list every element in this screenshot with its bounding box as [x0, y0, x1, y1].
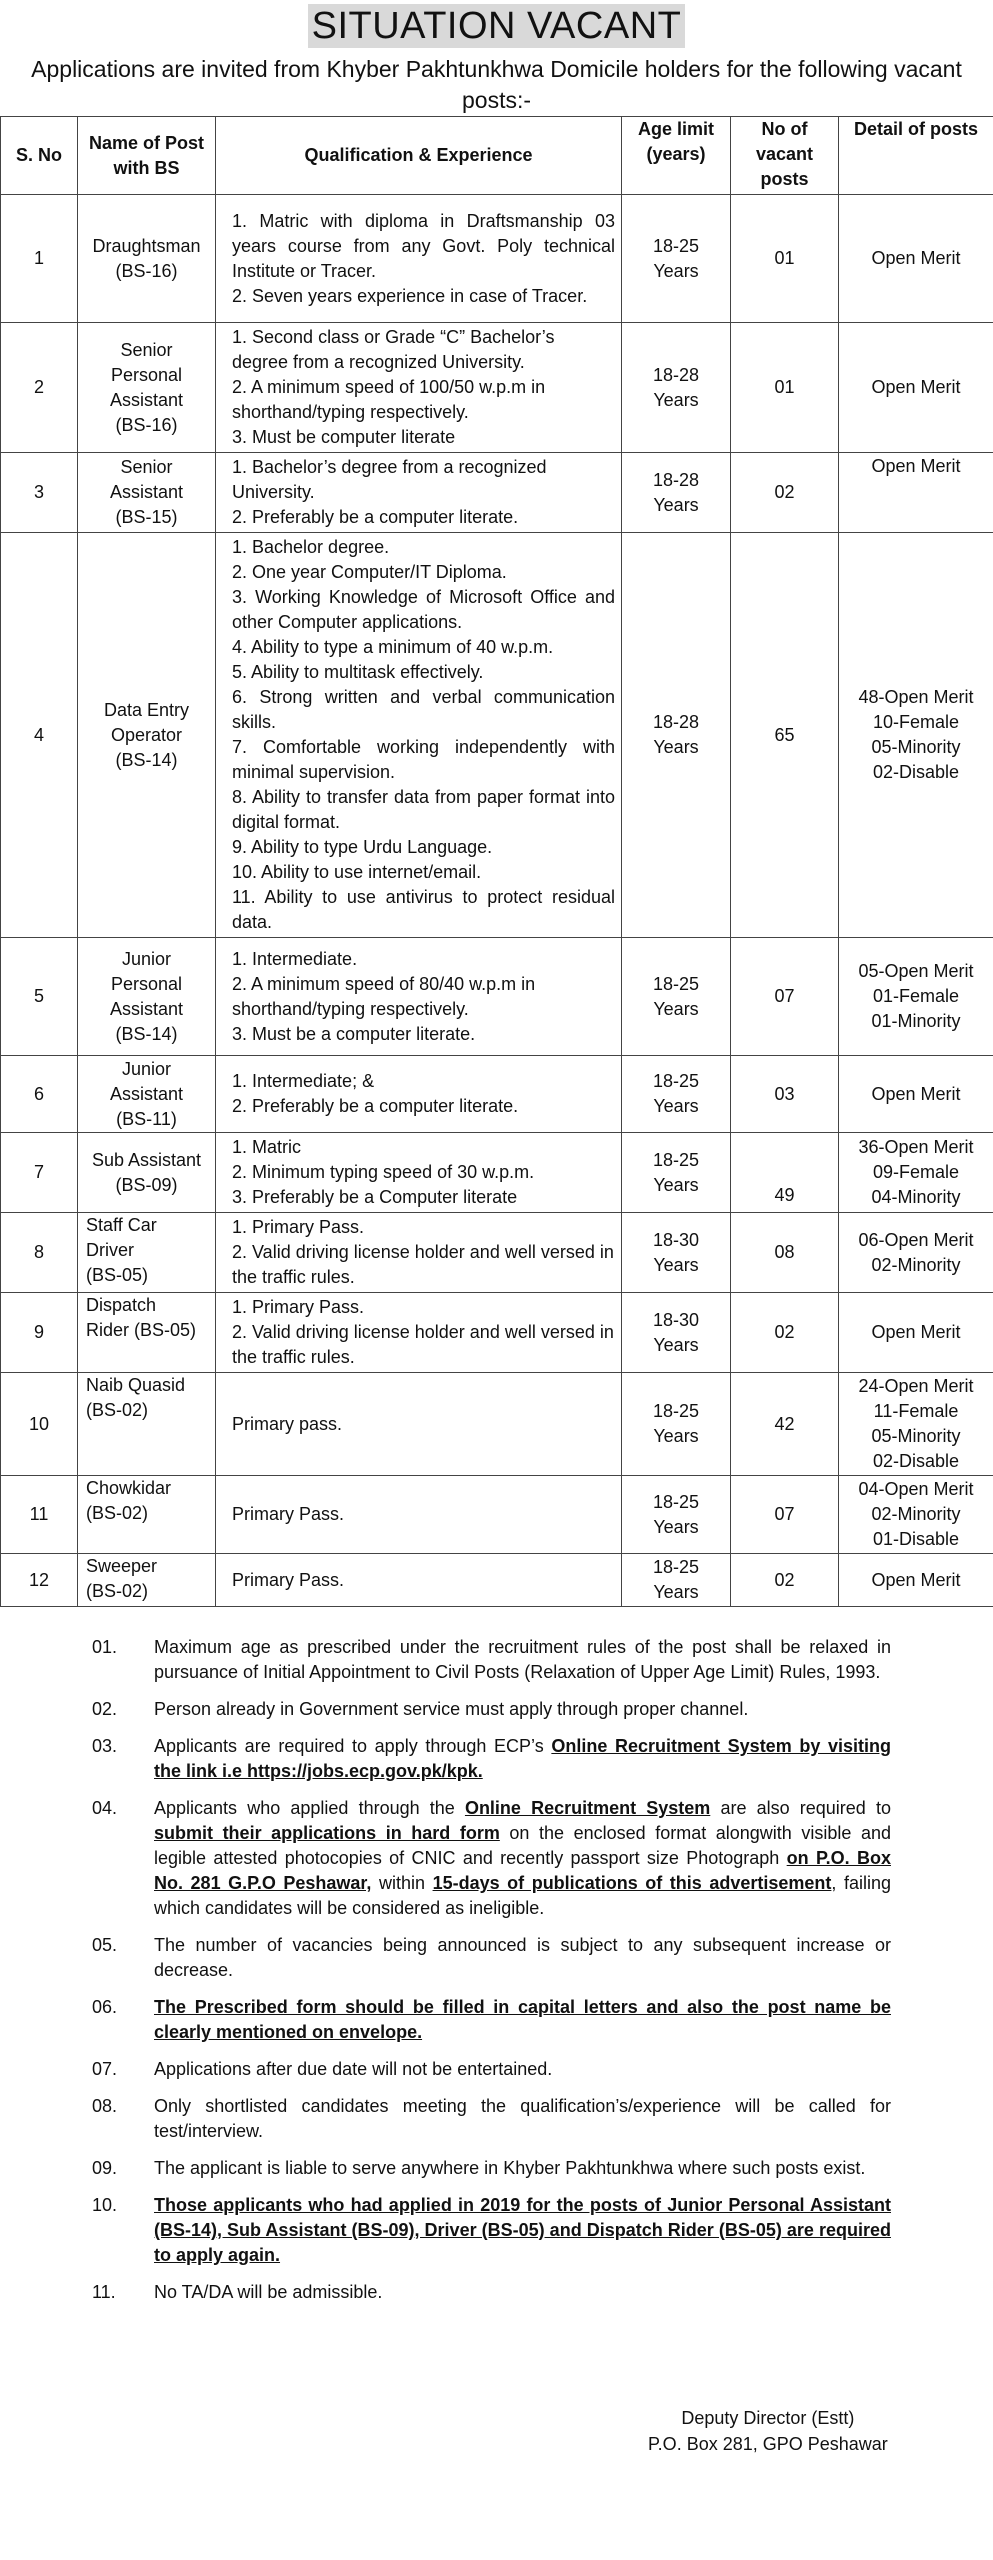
- qualification: [216, 1293, 622, 1373]
- note-text-part: No TA/DA will be admissible.: [154, 2282, 383, 2302]
- qualification-line: 4. Ability to type a minimum of 40 w.p.m.: [232, 637, 554, 657]
- post-name-line: Sub Assistant: [91, 1149, 202, 1170]
- age-limit-line: Years: [653, 1254, 699, 1275]
- table-row: [1, 1373, 993, 1476]
- post-name-line: Assistant: [109, 389, 184, 410]
- vacancy-count: 08: [731, 1213, 839, 1293]
- intro-text: Applications are invited from Khyber Pakhtunkhwa Domicile holders for the following vacant posts:-: [31, 56, 962, 113]
- signature-title: Deputy Director (Estt): [681, 2408, 855, 2428]
- note-text: [154, 1796, 891, 1921]
- post-detail-line: 01-Female: [872, 986, 960, 1006]
- qualification-line: 3. Working Knowledge of Microsoft Office and other Computer applications.: [232, 587, 615, 632]
- post-name: [78, 533, 216, 938]
- qualification-line: 11. Ability to use antivirus to protect residual data.: [232, 887, 615, 932]
- vacancy-count: 07: [731, 938, 839, 1056]
- column-header: S. No: [1, 117, 78, 195]
- note-number: 09.: [92, 2158, 118, 2178]
- age-limit-line: 18-25: [652, 1557, 700, 1577]
- note-item: [0, 1635, 993, 1685]
- vacancy-table: [0, 116, 993, 1607]
- qualification-line: 10. Ability to use internet/email.: [232, 862, 482, 882]
- post-detail-line: Open Merit: [871, 248, 961, 268]
- qualification-line: 1. Primary Pass.: [232, 1297, 365, 1317]
- post-name-line: Operator: [110, 724, 183, 745]
- post-detail-line: Open Merit: [871, 1569, 961, 1590]
- table-row: [1, 195, 993, 323]
- vacancy-count: 02: [731, 1554, 839, 1607]
- age-limit-line: 18-28: [652, 712, 700, 732]
- age-limit: [622, 1056, 731, 1133]
- column-header: Name of Post with BS: [78, 117, 216, 195]
- note-text: [154, 2094, 891, 2144]
- age-limit: [622, 453, 731, 533]
- post-detail-line: 04-Open Merit: [858, 1479, 974, 1499]
- post-name-line: Dispatch: [86, 1295, 157, 1315]
- post-name-line: Sweeper: [86, 1556, 158, 1576]
- age-limit-line: 18-25: [652, 1149, 700, 1170]
- signature-block: [648, 2405, 888, 2457]
- qualification-line: 2. Preferably be a computer literate.: [232, 507, 519, 527]
- note-text-part: , failing which candidates will be considered as ineligible.: [154, 1873, 891, 1918]
- post-name-line: Assistant: [109, 482, 184, 502]
- post-name-line: Personal: [110, 364, 183, 385]
- qualification-line: 5. Ability to multitask effectively.: [232, 662, 484, 682]
- qualification-line: 8. Ability to transfer data from paper format into digital format.: [232, 787, 615, 832]
- qualification-line: 2. A minimum speed of 100/50 w.p.m in shorthand/typing respectively.: [232, 377, 546, 422]
- post-name: [78, 1056, 216, 1133]
- post-detail-line: Open Merit: [871, 1322, 961, 1342]
- post-name-line: Assistant: [109, 998, 184, 1019]
- age-limit: [622, 1293, 731, 1373]
- note-number: 03.: [92, 1736, 118, 1756]
- qualification-line: 3. Preferably be a Computer literate: [232, 1187, 518, 1207]
- post-detail: [839, 1056, 993, 1133]
- qualification-line: 1. Matric with diploma in Draftsmanship 03 years course from any Govt. Poly technical Institute or Tracer.: [232, 210, 615, 281]
- post-detail-line: 01-Minority: [871, 1011, 961, 1031]
- note-text-part: The number of vacancies being announced is subject to any subsequent increase or decrease.: [154, 1935, 891, 1980]
- post-detail: [839, 1293, 993, 1373]
- notes-list: [0, 1635, 993, 2317]
- note-text: [154, 2156, 891, 2181]
- qualification-line: 2. Minimum typing speed of 30 w.p.m.: [232, 1162, 535, 1182]
- age-limit: [622, 195, 731, 323]
- age-limit: [622, 1373, 731, 1476]
- note-text-part: Person already in Government service must apply through proper channel.: [154, 1699, 749, 1719]
- note-text: [154, 2057, 891, 2082]
- post-detail-line: 02-Minority: [871, 1504, 961, 1524]
- note-number: 06.: [92, 1997, 118, 2017]
- post-detail-line: 09-Female: [872, 1162, 960, 1182]
- post-detail-line: 04-Minority: [871, 1187, 961, 1207]
- serial-number: 5: [1, 938, 78, 1056]
- age-limit-line: Years: [653, 737, 699, 757]
- signature-address: P.O. Box 281, GPO Peshawar: [648, 2434, 888, 2454]
- note-item: [0, 1933, 993, 1983]
- post-detail-line: 10-Female: [872, 712, 960, 732]
- post-name-line: Naib Quasid: [86, 1375, 186, 1395]
- post-detail: [839, 938, 993, 1056]
- note-text: [154, 1635, 891, 1685]
- age-limit: [622, 323, 731, 453]
- note-item: [0, 2094, 993, 2144]
- note-text: [154, 1697, 891, 1722]
- post-detail: [839, 1373, 993, 1476]
- note-emphasis: on P.O. Box No. 281 G.P.O Peshawar,: [154, 1848, 891, 1893]
- note-emphasis: Online Recruitment System: [464, 1798, 711, 1818]
- post-name-line: Junior: [121, 948, 172, 969]
- age-limit-line: Years: [653, 494, 699, 515]
- age-limit: [622, 1554, 731, 1607]
- vacancy-count: 02: [731, 1293, 839, 1373]
- note-text-part: Maximum age as prescribed under the recruitment rules of the post shall be relaxed in pursuance of Initial Appointment to Civil Posts (Relaxation of Upper Age Limit) Rules, 1993.: [154, 1637, 891, 1682]
- post-name-line: (BS-15): [115, 507, 178, 527]
- qualification: [216, 1213, 622, 1293]
- qualification-line: 1. Matric: [232, 1137, 302, 1157]
- qualification-line: 1. Intermediate.: [232, 948, 358, 969]
- column-header: No of vacant posts: [731, 117, 839, 195]
- qualification: [216, 1133, 622, 1213]
- serial-number: 2: [1, 323, 78, 453]
- post-detail: [839, 533, 993, 938]
- note-number: 11.: [92, 2282, 116, 2302]
- column-header: Age limit (years): [622, 117, 731, 195]
- note-item: [0, 2280, 993, 2305]
- table-row: [1, 533, 993, 938]
- vacancy-count: 65: [731, 533, 839, 938]
- note-number: 10.: [92, 2195, 118, 2215]
- age-limit-line: 18-25: [652, 1491, 700, 1512]
- serial-number: 1: [1, 195, 78, 323]
- post-detail-line: Open Merit: [871, 456, 961, 476]
- note-number: 04.: [92, 1798, 118, 1818]
- post-name-line: Draughtsman: [92, 235, 201, 256]
- note-text-part: Applications after due date will not be entertained.: [154, 2059, 553, 2079]
- age-limit-line: Years: [653, 260, 699, 281]
- age-limit-line: Years: [653, 1516, 699, 1537]
- age-limit-line: 18-28: [652, 469, 700, 490]
- post-name: [78, 1133, 216, 1213]
- note-item: [0, 2156, 993, 2181]
- serial-number: 11: [1, 1476, 78, 1554]
- age-limit: [622, 1476, 731, 1554]
- post-detail-line: 05-Minority: [871, 1426, 961, 1446]
- serial-number: 12: [1, 1554, 78, 1607]
- qualification-line: 1. Bachelor’s degree from a recognized University.: [232, 457, 547, 502]
- vacancy-count: 03: [731, 1056, 839, 1133]
- post-detail: [839, 1213, 993, 1293]
- post-name: [78, 1293, 216, 1373]
- qualification-line: 1. Bachelor degree.: [232, 537, 390, 557]
- post-detail-line: 02-Disable: [872, 762, 960, 782]
- age-limit-line: Years: [653, 389, 699, 410]
- post-name-line: Chowkidar: [86, 1478, 172, 1498]
- post-detail: [839, 1554, 993, 1607]
- post-detail: [839, 323, 993, 453]
- post-name-line: (BS-16): [115, 260, 178, 281]
- note-number: 07.: [92, 2059, 118, 2079]
- qualification-line: 2. A minimum speed of 80/40 w.p.m in shorthand/typing respectively.: [232, 973, 536, 1019]
- post-name-line: Senior: [120, 339, 173, 360]
- vacancy-count: 01: [731, 323, 839, 453]
- note-text: [154, 2193, 891, 2268]
- table-row: [1, 938, 993, 1056]
- qualification-line: 2. Seven years experience in case of Tracer.: [232, 285, 588, 306]
- qualification-line: 9. Ability to type Urdu Language.: [232, 837, 493, 857]
- age-limit: [622, 1213, 731, 1293]
- post-detail-line: 01-Disable: [872, 1529, 960, 1549]
- post-detail-line: 24-Open Merit: [858, 1376, 974, 1396]
- post-detail-line: 06-Open Merit: [858, 1229, 974, 1250]
- qualification: [216, 453, 622, 533]
- post-detail-line: 02-Disable: [872, 1451, 960, 1471]
- note-text-part: are also required to: [710, 1798, 891, 1818]
- note-item: [0, 1697, 993, 1722]
- post-name-line: Data Entry: [103, 699, 190, 720]
- age-limit: [622, 533, 731, 938]
- qualification-line: 2. One year Computer/IT Diploma.: [232, 562, 507, 582]
- note-text-part: Applicants are required to apply through ECP’s: [154, 1736, 552, 1756]
- age-limit-line: Years: [653, 998, 699, 1019]
- qualification-line: 2. Valid driving license holder and well versed in the traffic rules.: [232, 1242, 614, 1287]
- qualification: [216, 195, 622, 323]
- post-name-line: (BS-14): [115, 749, 178, 770]
- post-name-line: Personal: [110, 973, 183, 994]
- post-detail-line: 02-Minority: [871, 1254, 961, 1275]
- post-detail: [839, 453, 993, 533]
- post-detail: [839, 1133, 993, 1213]
- qualification-line: 1. Primary Pass.: [232, 1217, 365, 1237]
- note-text-part: The applicant is liable to serve anywhere in Khyber Pakhtunkhwa where such posts exist.: [154, 2158, 866, 2178]
- post-name-line: Senior: [120, 457, 173, 477]
- note-text: [154, 1933, 891, 1983]
- qualification: [216, 1554, 622, 1607]
- qualification-line: Primary Pass.: [232, 1569, 345, 1590]
- table-row: [1, 1293, 993, 1373]
- age-limit-line: Years: [653, 1174, 699, 1195]
- post-detail-line: 11-Female: [873, 1401, 959, 1421]
- qualification-line: 2. Valid driving license holder and well versed in the traffic rules.: [232, 1322, 614, 1367]
- post-detail-line: Open Merit: [871, 1083, 961, 1104]
- vacancy-count: 42: [731, 1373, 839, 1476]
- post-detail-line: 36-Open Merit: [858, 1137, 974, 1157]
- post-name-line: Staff Car: [86, 1215, 157, 1235]
- note-item: [0, 2057, 993, 2082]
- note-text-part: Applicants who applied through the: [154, 1798, 465, 1818]
- note-emphasis: submit their applications in hard form: [154, 1823, 500, 1843]
- note-text-part: within: [371, 1873, 433, 1893]
- age-limit-line: 18-30: [652, 1229, 700, 1250]
- qualification: [216, 1056, 622, 1133]
- post-name-line: Driver: [86, 1240, 134, 1260]
- post-name: [78, 195, 216, 323]
- note-item: [0, 1796, 993, 1921]
- qualification-line: 1. Second class or Grade “C” Bachelor’s degree from a recognized University.: [232, 327, 555, 372]
- header: [0, 0, 993, 48]
- age-limit-line: 18-28: [652, 364, 700, 385]
- age-limit-line: 18-30: [652, 1309, 700, 1330]
- qualification: [216, 1476, 622, 1554]
- age-limit-line: 18-25: [652, 973, 700, 994]
- post-name: [78, 938, 216, 1056]
- note-number: 05.: [92, 1935, 118, 1955]
- table-row: [1, 323, 993, 453]
- qualification: [216, 323, 622, 453]
- age-limit: [622, 938, 731, 1056]
- post-name: [78, 1554, 216, 1607]
- qualification-line: 2. Preferably be a computer literate.: [232, 1096, 519, 1116]
- age-limit-line: 18-25: [652, 1401, 700, 1421]
- table-row: [1, 1554, 993, 1607]
- qualification-line: Primary Pass.: [232, 1504, 345, 1524]
- age-limit: [622, 1133, 731, 1213]
- note-emphasis: Online Recruitment System by visiting the link i.e https://jobs.ecp.gov.pk/kpk.: [154, 1736, 891, 1781]
- table-row: [1, 1476, 993, 1554]
- post-name-line: (BS-02): [86, 1581, 149, 1601]
- table-header-row: [1, 117, 993, 195]
- post-name-line: Junior: [121, 1058, 172, 1079]
- note-emphasis: Those applicants who had applied in 2019 for the posts of Junior Personal Assistant (BS-14), Sub Assistant (BS-09), Driver (BS-05) and Dispatch Rider (BS-05) are required to apply again.: [154, 2195, 891, 2265]
- note-text-part: Only shortlisted candidates meeting the qualification’s/experience will be called for test/interview.: [154, 2096, 891, 2141]
- post-name-line: (BS-11): [116, 1108, 177, 1129]
- age-limit-line: Years: [653, 1426, 699, 1446]
- age-limit-line: 18-25: [652, 1071, 700, 1091]
- serial-number: 8: [1, 1213, 78, 1293]
- note-item: [0, 1995, 993, 2045]
- qualification-line: 7. Comfortable working independently with minimal supervision.: [232, 737, 615, 782]
- post-name-line: (BS-02): [86, 1400, 149, 1420]
- post-name: [78, 453, 216, 533]
- age-limit-line: 18-25: [652, 235, 700, 256]
- serial-number: 4: [1, 533, 78, 938]
- post-detail-line: 05-Open Merit: [858, 961, 974, 981]
- post-detail-line: 05-Minority: [871, 737, 961, 757]
- note-text-part: on the enclosed format alongwith visible and legible attested photocopies of CNIC and recently passport size Photograph: [154, 1823, 891, 1868]
- table-row: [1, 1133, 993, 1213]
- serial-number: 3: [1, 453, 78, 533]
- qualification-line: 3. Must be computer literate: [232, 427, 456, 447]
- vacancy-count: 07: [731, 1476, 839, 1554]
- post-name-line: (BS-16): [115, 414, 178, 435]
- serial-number: 6: [1, 1056, 78, 1133]
- column-header: Qualification & Experience: [216, 117, 622, 195]
- serial-number: 7: [1, 1133, 78, 1213]
- column-header: Detail of posts: [839, 117, 993, 195]
- post-detail-line: Open Merit: [871, 377, 961, 397]
- qualification: [216, 533, 622, 938]
- note-item: [0, 2193, 993, 2268]
- post-name-line: Assistant: [109, 1083, 184, 1104]
- post-name: [78, 1373, 216, 1476]
- post-name: [78, 1213, 216, 1293]
- qualification-line: 6. Strong written and verbal communication skills.: [232, 687, 615, 732]
- post-name-line: (BS-14): [115, 1023, 178, 1044]
- vacancy-count: 01: [731, 195, 839, 323]
- qualification-line: Primary pass.: [232, 1413, 343, 1434]
- note-emphasis: 15-days of publications of this advertisement: [432, 1873, 832, 1893]
- table-row: [1, 1056, 993, 1133]
- note-number: 02.: [92, 1699, 118, 1719]
- post-name: [78, 1476, 216, 1554]
- age-limit-line: Years: [653, 1096, 699, 1116]
- note-number: 08.: [92, 2096, 118, 2116]
- age-limit-line: Years: [653, 1334, 699, 1355]
- post-name-line: Rider (BS-05): [86, 1320, 197, 1340]
- note-text: [154, 1734, 891, 1784]
- age-limit-line: Years: [653, 1582, 699, 1602]
- serial-number: 10: [1, 1373, 78, 1476]
- post-name-line: (BS-02): [86, 1503, 149, 1523]
- serial-number: 9: [1, 1293, 78, 1373]
- page-title: SITUATION VACANT: [308, 4, 686, 48]
- post-name-line: (BS-09): [115, 1174, 178, 1195]
- qualification-line: 1. Intermediate; &: [232, 1071, 375, 1091]
- qualification: [216, 938, 622, 1056]
- table-row: [1, 453, 993, 533]
- post-detail-line: 48-Open Merit: [858, 687, 974, 707]
- post-detail: [839, 195, 993, 323]
- post-detail: [839, 1476, 993, 1554]
- table-row: [1, 1213, 993, 1293]
- note-text: [154, 2280, 891, 2305]
- note-number: 01.: [92, 1637, 118, 1657]
- note-item: [0, 1734, 993, 1784]
- post-name-line: (BS-05): [86, 1265, 149, 1285]
- post-name: [78, 323, 216, 453]
- vacancy-count: 02: [731, 453, 839, 533]
- qualification: [216, 1373, 622, 1476]
- note-emphasis: The Prescribed form should be filled in capital letters and also the post name be clearly mentioned on envelope.: [154, 1997, 891, 2042]
- vacancy-count: 49: [731, 1133, 839, 1213]
- qualification-line: 3. Must be a computer literate.: [232, 1023, 476, 1044]
- table-body: [1, 195, 993, 1607]
- note-text: [154, 1995, 891, 2045]
